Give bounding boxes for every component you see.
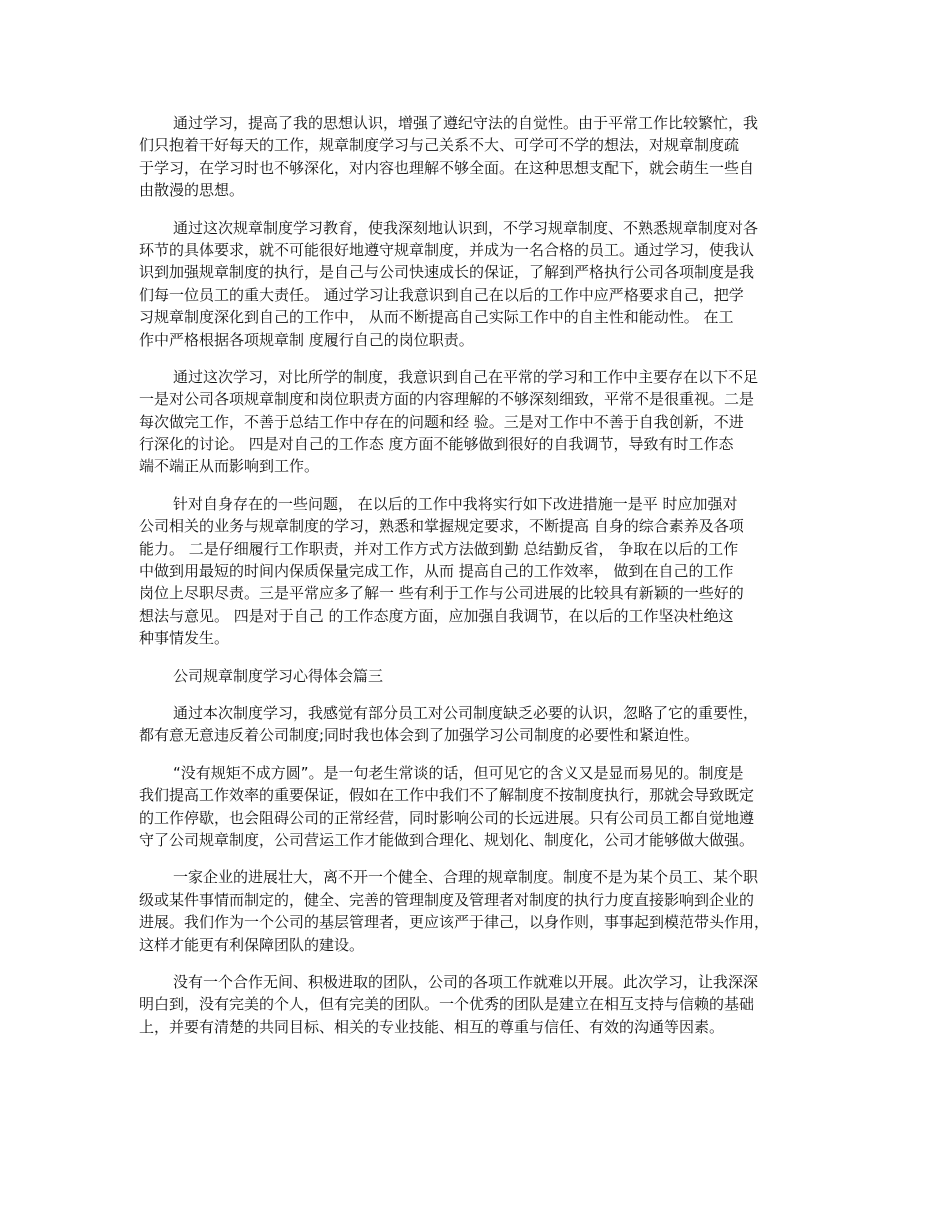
text-line: 行深化的讨论。 四是对自己的工作态 度方面不能够做到很好的自我调节，导致有时工作态 xyxy=(139,435,734,454)
text-line: 公司相关的业务与规章制度的学习，熟悉和掌握规定要求，不断提高 自身的综合素养及各项 xyxy=(139,517,744,536)
section-heading xyxy=(139,665,815,687)
text-line: 由散漫的思想。 xyxy=(139,181,245,200)
text-line: 明白到，没有完美的个人，但有完美的团队。一个优秀的团队是建立在相互支持与信赖的基础 xyxy=(139,995,755,1014)
text-line: 这样才能更有利保障团队的建设。 xyxy=(139,935,365,954)
text-line: 通过这次规章制度学习教育，使我深刻地认识到，不学习规章制度、不熟悉规章制度对各 xyxy=(173,218,759,237)
text-line: 没有一个合作无间、积极进取的团队，公司的各项工作就难以开展。此次学习，让我深深 xyxy=(173,972,759,991)
paragraph xyxy=(139,866,815,956)
text-line: 岗位上尽职尽责。三是平常应多了解一 些有利于工作与公司进展的比较具有新颖的一些好的 xyxy=(139,584,744,603)
document-body xyxy=(139,112,815,1053)
text-line: 都有意无意违反着公司制度;同时我也体会到了加强学习公司制度的必要性和紧迫性。 xyxy=(139,726,700,745)
paragraph xyxy=(139,971,815,1038)
paragraph xyxy=(139,366,815,478)
text-line: 每次做完工作，不善于总结工作中存在的问题和经 验。三是对工作中不善于自我创新，不进 xyxy=(139,412,744,431)
text-line: 我们提高工作效率的重要保证，假如在工作中我们不了解制度不按制度执行，那就会导致既定 xyxy=(139,786,755,805)
paragraph xyxy=(139,762,815,852)
text-line: 一是对公司各项规章制度和岗位职责方面的内容理解的不够深刻细致，平常不是很重视。二是 xyxy=(139,390,755,409)
text-line: 通过学习，提高了我的思想认识，增强了遵纪守法的自觉性。由于平常工作比较繁忙，我 xyxy=(173,114,759,132)
text-line: 作中严格根据各项规章制 度履行自己的岗位职责。 xyxy=(139,330,474,349)
paragraph xyxy=(139,702,815,747)
text-line: 环节的具体要求，就不可能很好地遵守规章制度，并成为一名合格的员工。通过学习，使我认 xyxy=(139,240,755,259)
text-line: 于学习，在学习时也不够深化，对内容也理解不够全面。在这种思想支配下，就会萌生一些自 xyxy=(139,158,755,177)
text-line: 上，并要有清楚的共同目标、相关的专业技能、相互的尊重与信任、有效的沟通等因素。 xyxy=(139,1017,725,1036)
text-line: 们只抱着干好每天的工作，规章制度学习与己关系不大、可学可不学的想法，对规章制度疏 xyxy=(139,136,740,155)
text-line: 习规章制度深化到自己的工作中， 从而不断提高自己实际工作中的自主性和能动性。 在工 xyxy=(139,308,734,327)
text-line: 种事情发生。 xyxy=(139,629,230,648)
text-line: 通过本次制度学习，我感觉有部分员工对公司制度缺乏必要的认识，忽略了它的重要性， xyxy=(173,703,759,722)
text-line: 想法与意见。 四是对于自己 的工作态度方面，应加强自我调节，在以后的工作坚决杜绝这 xyxy=(139,606,734,625)
text-line: 识到加强规章制度的执行，是自己与公司快速成长的保证，了解到严格执行公司各项制度是我 xyxy=(139,263,755,282)
text-line: 公司规章制度学习心得体会篇三 xyxy=(173,666,384,685)
text-line: 端不端正从而影响到工作。 xyxy=(139,457,320,476)
text-line: 一家企业的进展壮大，离不开一个健全、合理的规章制度。制度不是为某个员工、某个职 xyxy=(173,868,759,887)
text-line: 通过这次学习，对比所学的制度，我意识到自己在平常的学习和工作中主要存在以下不足 xyxy=(173,367,759,386)
text-line: 的工作停歇，也会阻碍公司的正常经营，同时影响公司的长远进展。只有公司员工都自觉地遵 xyxy=(139,808,755,827)
text-line: 进展。我们作为一个公司的基层管理者，更应该严于律己，以身作则，事事起到模范带头作用， xyxy=(139,913,770,932)
paragraph xyxy=(139,493,815,650)
text-line: 们每一位员工的重大责任。 通过学习让我意识到自己在以后的工作中应严格要求自己，把学 xyxy=(139,285,744,304)
paragraph xyxy=(139,112,815,202)
text-line: “没有规矩不成方圆”。是一句老生常谈的话，但可见它的含义又是显而易见的。制度是 xyxy=(173,763,744,782)
text-line: 针对自身存在的一些问题， 在以后的工作中我将实行如下改进措施一是平 时应加强对 xyxy=(173,494,738,513)
text-line: 守了公司规章制度，公司营运工作才能做到合理化、规划化、制度化，公司才能够做大做强。 xyxy=(139,830,755,849)
text-line: 中做到用最短的时间内保质保量完成工作，从而 提高自己的工作效率， 做到在自己的工作 xyxy=(139,562,734,581)
text-line: 能力。 二是仔细履行工作职责，并对工作方式方法做到勤 总结勤反省， 争取在以后的工作 xyxy=(139,539,739,558)
text-line: 级或某件事情而制定的，健全、完善的管理制度及管理者对制度的执行力度直接影响到企业的 xyxy=(139,890,755,909)
paragraph xyxy=(139,217,815,351)
